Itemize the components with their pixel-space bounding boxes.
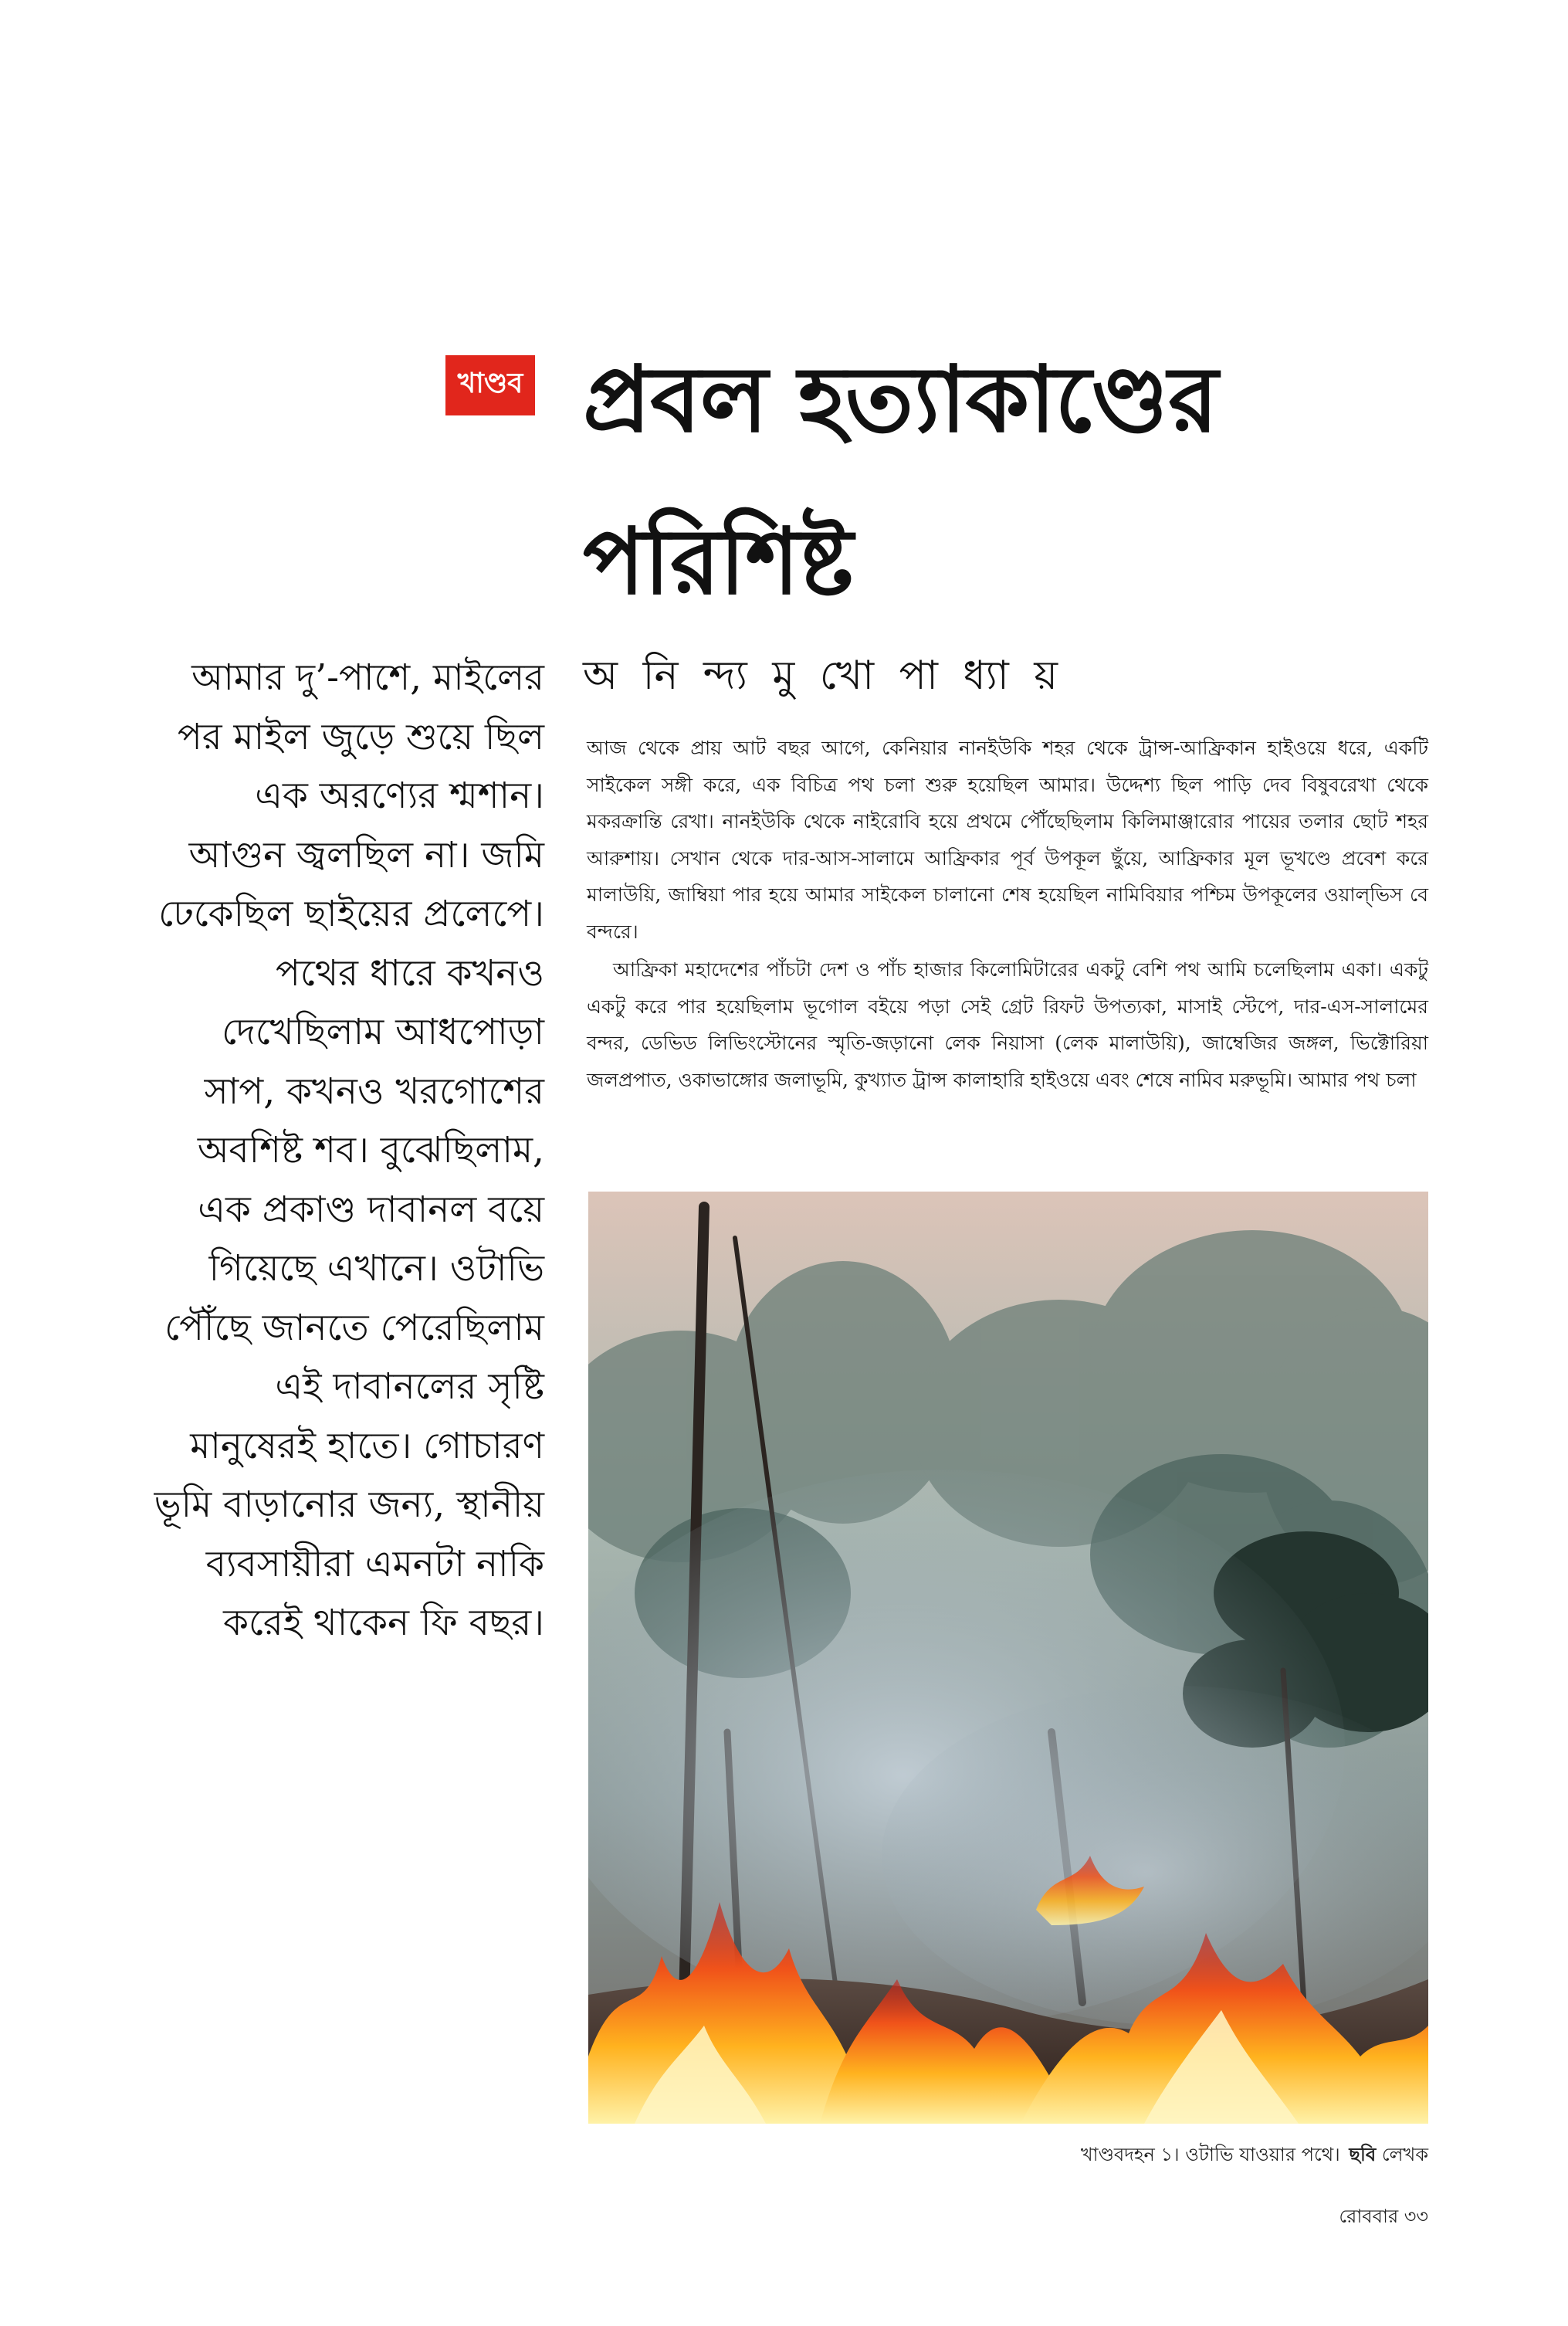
pull-quote: আমার দু’-পাশে, মাইলের পর মাইল জুড়ে শুয়ে ছিল এক অরণ্যের শ্মশান। আগুন জ্বলছিল না। জমি ঢেকেছিল ছাইয়ের প্রলেপে। পথের ধারে কখনও দেখেছিলাম আধপোড়া সাপ, কখনও খরগোশের অবশিষ্ট শব। বুঝেছিলাম, এক প্রকাণ্ড দাবানল বয়ে গিয়েছে এখানে। ওটাভি পৌঁছে জানতে পেরেছিলাম এই দাবানলের সৃষ্টি মানুষেরই হাতে। গোচারণ ভূমি বাড়ানোর জন্য, স্থানীয় ব্যবসায়ীরা এমনটা নাকি করেই থাকেন ফি বছর।: [154, 656, 544, 1644]
caption-credit-label: ছবি: [1349, 2144, 1377, 2165]
headline: [583, 318, 1509, 643]
forest-fire-illustration: [588, 1192, 1428, 2124]
page-folio: রোববার ৩৩: [1339, 2206, 1428, 2227]
article-body: [587, 730, 1428, 1098]
caption-credit-name: লেখক: [1381, 2144, 1428, 2165]
headline-line-1: প্রবল হত্যাকাণ্ডের: [583, 346, 1217, 453]
body-paragraph-1: আজ থেকে প্রায় আট বছর আগে, কেনিয়ার নানইউকি শহর থেকে ট্রান্স-আফ্রিকান হাইওয়ে ধরে, একটি সাইকেল সঙ্গী করে, এক বিচিত্র পথ চলা শুরু হয়েছিল আমার। উদ্দেশ্য ছিল পাড়ি দেব বিষুবরেখা থেকে মকরক্রান্তি রেখা। নানইউকি থেকে নাইরোবি হয়ে প্রথমে পৌঁছেছিলাম কিলিমাঞ্জারোর পায়ের তলার ছোট শহর আরুশায়। সেখান থেকে দার-আস-সালামে আফ্রিকার পূর্ব উপকূল ছুঁয়ে, আফ্রিকার মূল ভূখণ্ডে প্রবেশ করে মালাউয়ি, জাম্বিয়া পার হয়ে আমার সাইকেল চালানো শেষ হয়েছিল নামিবিয়ার পশ্চিম উপকূলের ওয়াল্‌ভিস বে বন্দরে।: [587, 737, 1428, 943]
section-tag: [445, 355, 535, 415]
author-byline: অ নি ন্দ্য মু খো পা ধ্যা য়: [583, 653, 1064, 699]
photo-caption: [588, 2139, 1428, 2170]
caption-text: খাণ্ডবদহন ১। ওটাভি যাওয়ার পথে।: [1080, 2144, 1340, 2165]
body-paragraph-2: আফ্রিকা মহাদেশের পাঁচটা দেশ ও পাঁচ হাজার কিলোমিটারের একটু বেশি পথ আমি চলেছিলাম একা। একটু একটু করে পার হয়েছিলাম ভূগোল বইয়ে পড়া সেই গ্রেট রিফট উপত্যকা, মাসাই স্টেপে, দার-এস-সালামের বন্দর, ডেভিড লিভিংস্টোনের স্মৃতি-জড়ানো লেক নিয়াসা (লেক মালাউয়ি), জাম্বেজির জঙ্গল, ভিক্টোরিয়া জলপ্রপাত, ওকাভাঙ্গোর জলাভূমি, কুখ্যাত ট্রান্স কালাহারি হাইওয়ে এবং শেষে নামিব মরুভূমি। আমার পথ চলা: [587, 958, 1428, 1091]
headline-line-2: পরিশিষ্ট: [583, 508, 853, 615]
section-tag-label: খাণ্ডব: [457, 368, 523, 399]
forest-fire-photo: [588, 1192, 1428, 2124]
